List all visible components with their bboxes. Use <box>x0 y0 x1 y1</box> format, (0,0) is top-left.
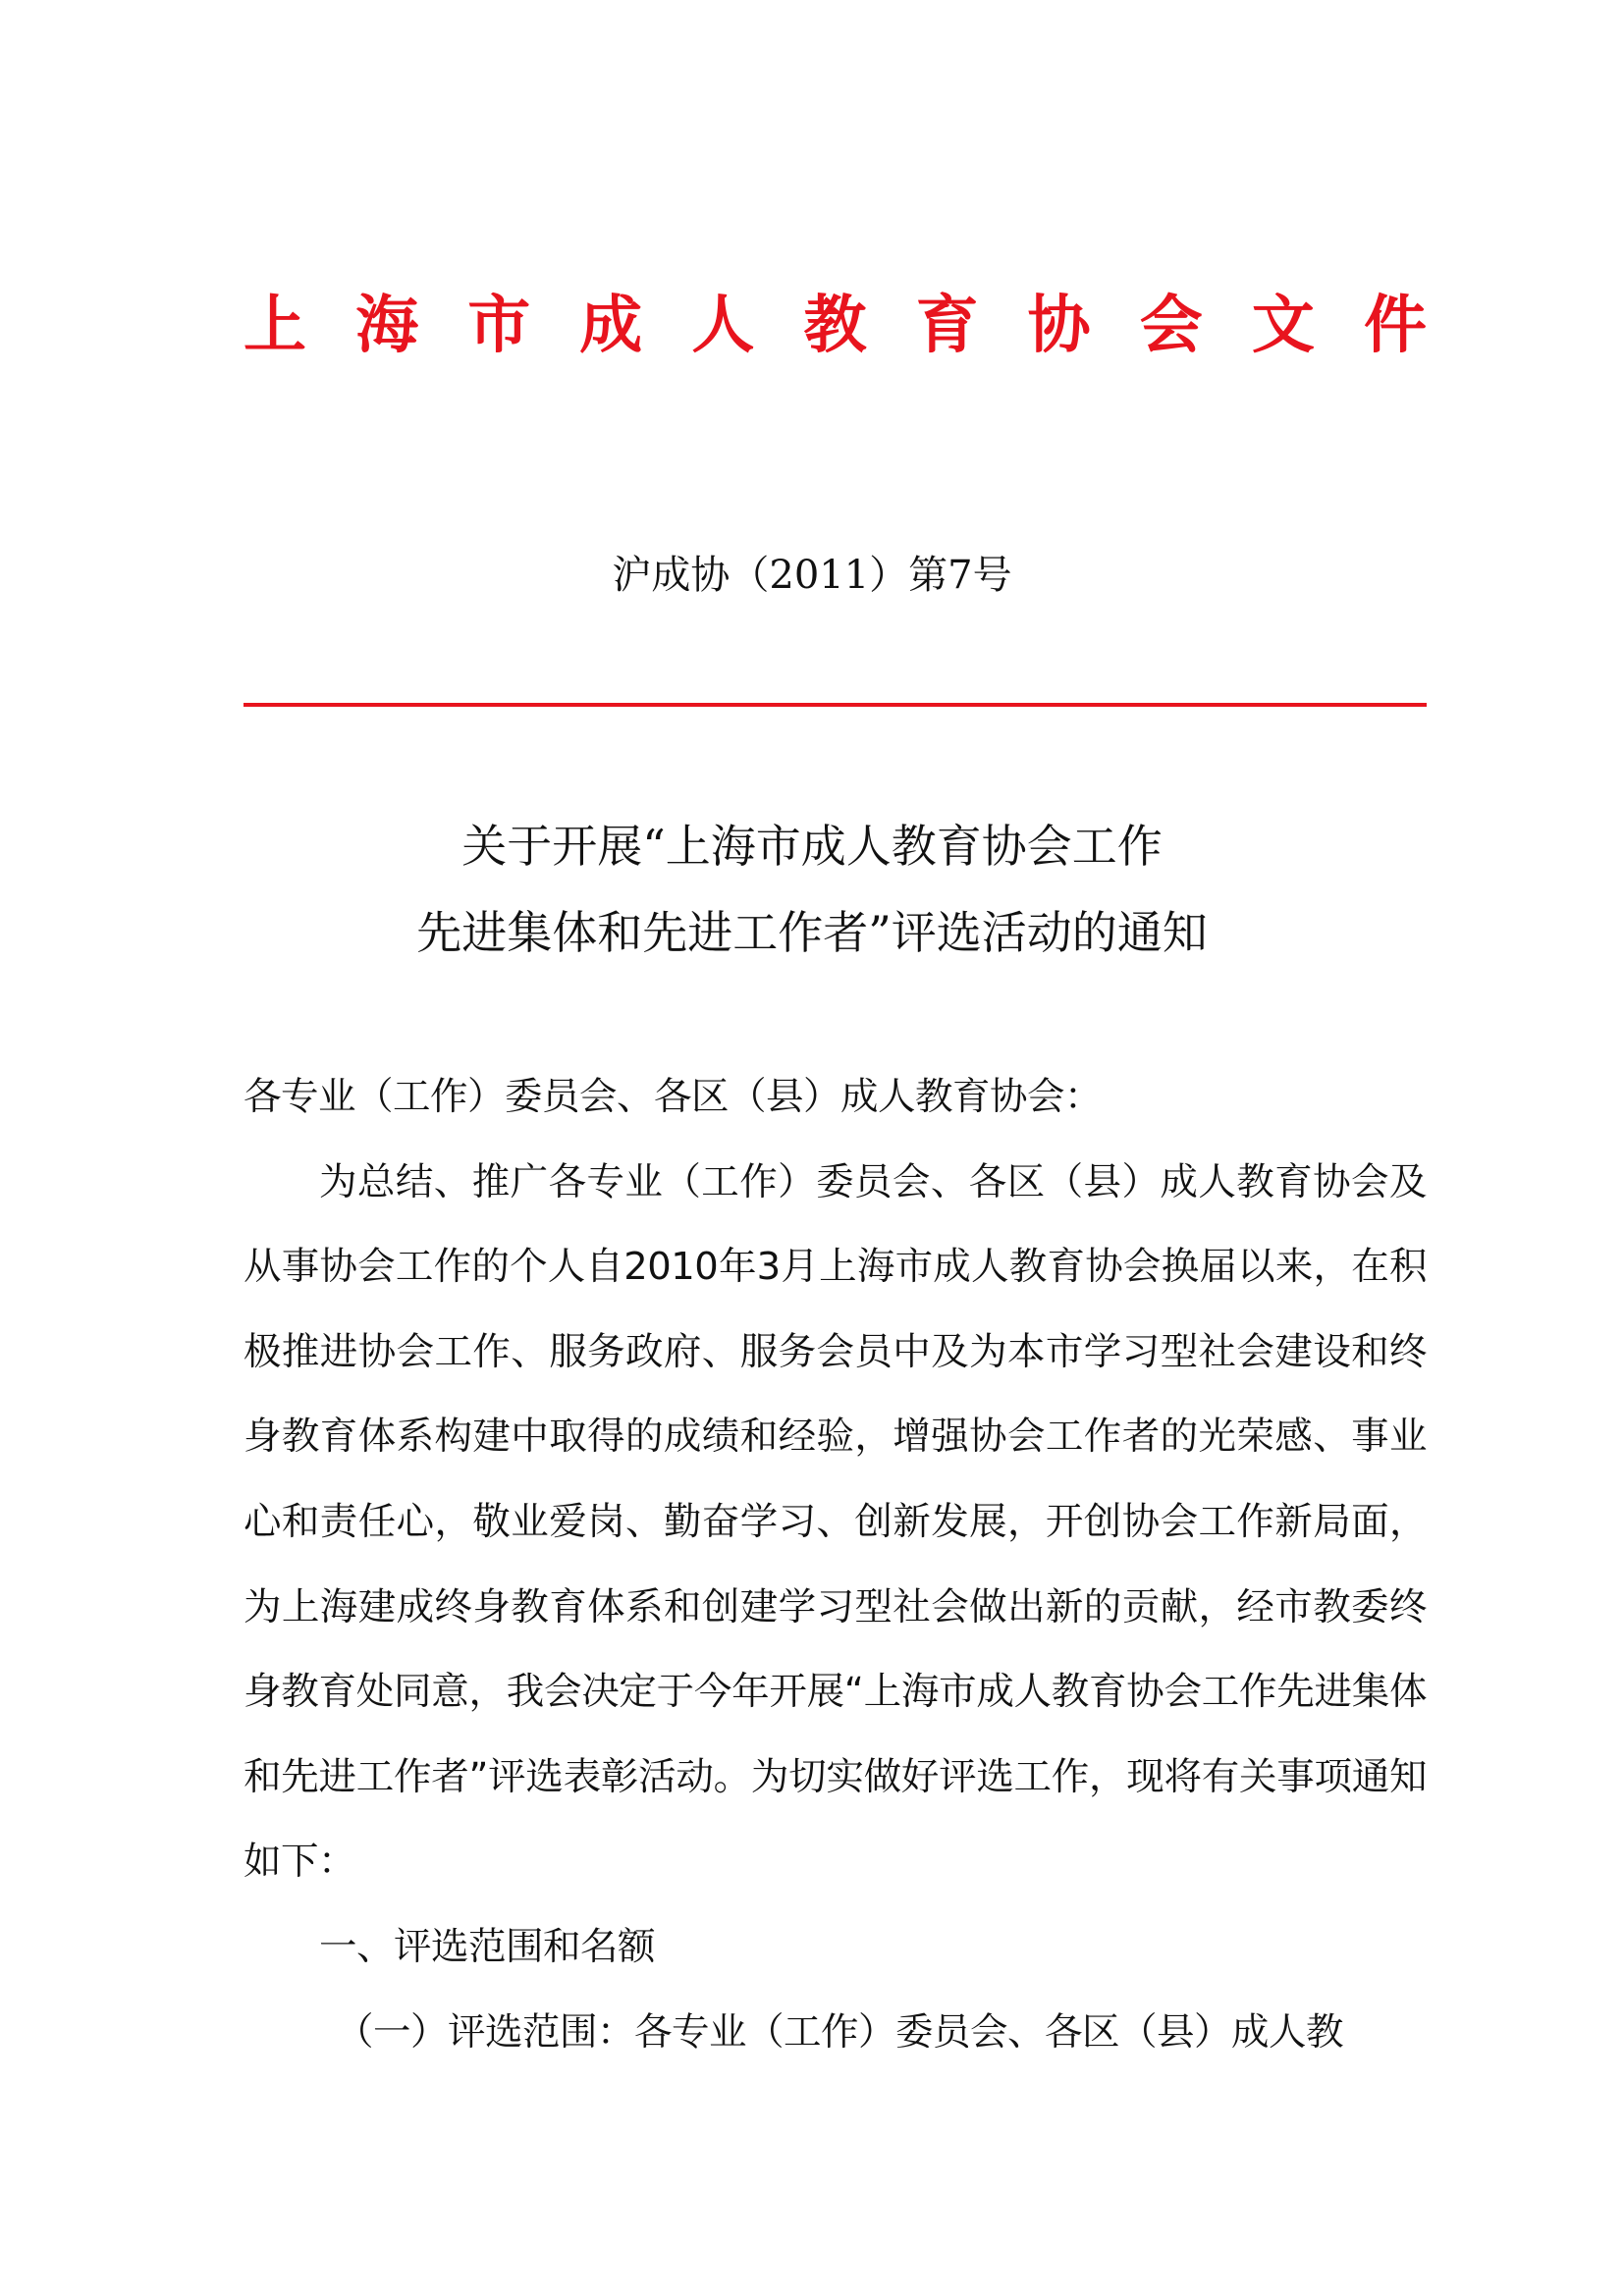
letterhead-title <box>244 277 1427 375</box>
red-divider-line <box>244 703 1427 707</box>
letterhead-char: 协 <box>1027 289 1091 362</box>
letterhead-char: 海 <box>355 289 419 362</box>
letterhead-char: 市 <box>467 289 531 362</box>
document-title <box>0 803 1624 976</box>
title-line-1: 关于开展“上海市成人教育协会工作 <box>461 820 1163 873</box>
title-line-2: 先进集体和先进工作者”评选活动的通知 <box>416 906 1208 959</box>
body-paragraph: 为总结、推广各专业（工作）委员会、各区（县）成人教育协会及从事协会工作的个人自2010年3月上海市成人教育协会换届以来，在积极推进协会工作、服务政府、服务会员中及为本市学习型社会建设和终身教育体系构建中取得的成绩和经验，增强协会工作者的光荣感、事业心和责任心，敬业爱岗、勤奋学习、创新发展，开创协会工作新局面，为上海建成终身教育体系和创建学习型社会做出新的贡献，经市教委终身教育处同意，我会决定于今年开展“上海市成人教育协会工作先进集体和先进工作者”评选表彰活动。为切实做好评选工作，现将有关事项通知如下： <box>244 1159 1427 1885</box>
letterhead-char: 育 <box>915 289 979 362</box>
salutation: 各专业（工作）委员会、各区（县）成人教育协会： <box>244 1075 1103 1119</box>
letterhead-char: 文 <box>1251 289 1315 362</box>
letterhead-char: 会 <box>1139 289 1203 362</box>
letterhead-char: 上 <box>244 289 306 362</box>
letterhead-char: 教 <box>803 289 867 362</box>
letterhead-char: 件 <box>1363 289 1427 362</box>
section-heading: 一、评选范围和名额 <box>319 1924 656 1969</box>
document-body <box>244 1055 1427 2075</box>
letterhead-char: 成 <box>579 289 643 362</box>
document-number: 沪成协（2011）第7号 <box>612 553 1012 598</box>
subsection-text: （一）评选范围：各专业（工作）委员会、各区（县）成人教 <box>336 2009 1344 2055</box>
letterhead-char: 人 <box>691 289 755 362</box>
